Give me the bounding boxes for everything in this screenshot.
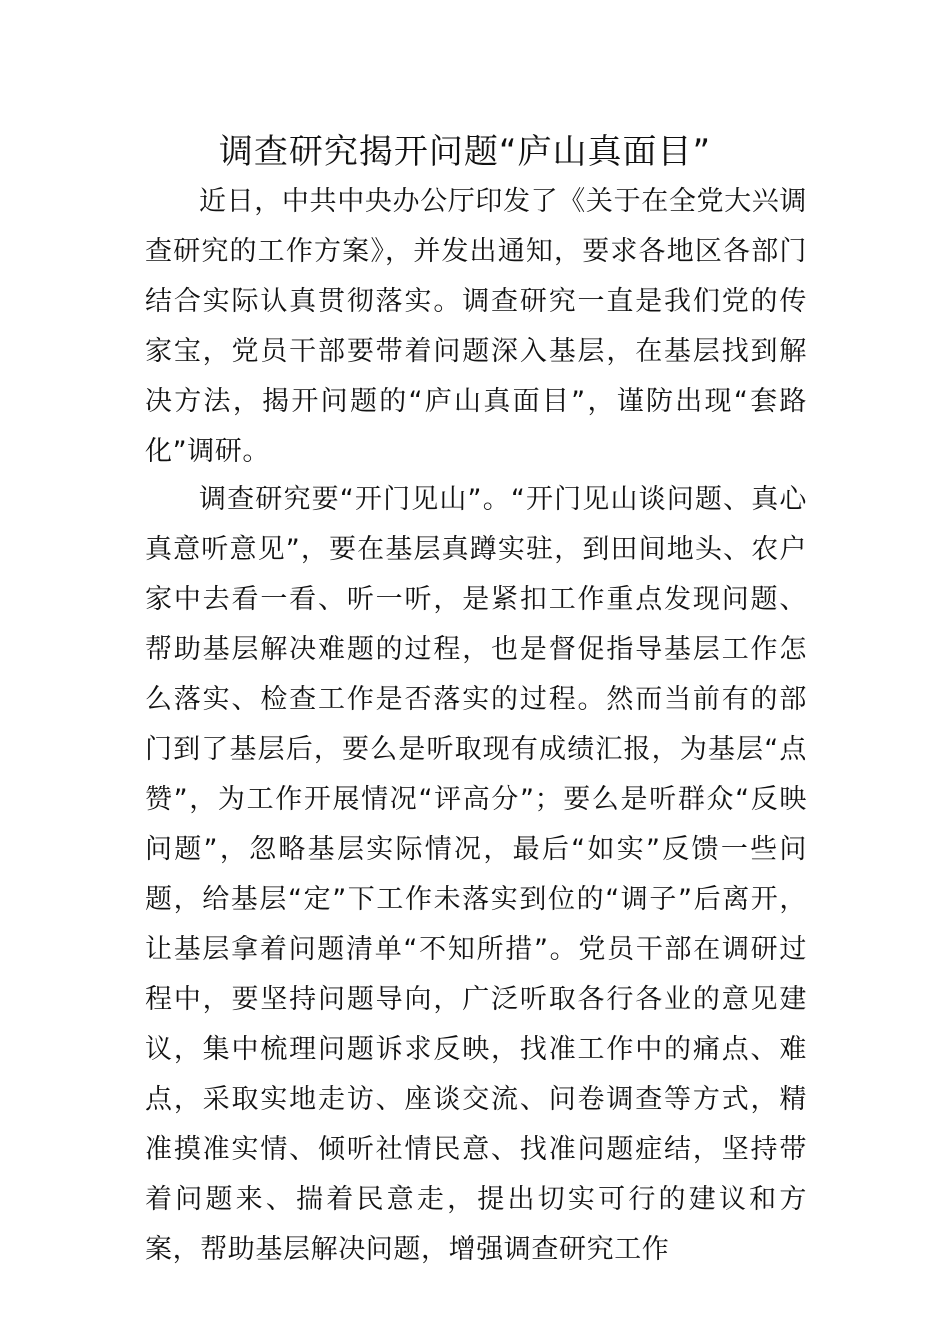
paragraph-2: 调查研究要“开门见山”。“开门见山谈问题、真心真意听意见”，要在基层真蹲实驻，到田间地头、农户家中去看一看、听一听，是紧扣工作重点发现问题、帮助基层解决难题的过程，也是督促指导基层工作怎么落实、检查工作是否落实的过程。然而当前有的部门到了基层后，要么是听取现有成绩汇报，为基层“点赞”，为工作开展情况“评高分”；要么是听群众“反映问题”，忽略基层实际情况，最后“如实”反馈一些问题，给基层“定”下工作未落实到位的“调子”后离开，让基层拿着问题清单“不知所措”。党员干部在调研过程中，要坚持问题导向，广泛听取各行各业的意见建议，集中梳理问题诉求反映，找准工作中的痛点、难点，采取实地走访、座谈交流、问卷调查等方式，精准摸准实情、倾听社情民意、找准问题症结，坚持带着问题来、揣着民意走，提出切实可行的建议和方案，帮助基层解决问题，增强调查研究工作 (145, 484, 807, 1265)
document-title: 调查研究揭开问题“庐山真面目” (218, 132, 712, 172)
paragraph-1: 近日，中共中央办公厅印发了《关于在全党大兴调查研究的工作方案》，并发出通知，要求各地区各部门结合实际认真贯彻落实。调查研究一直是我们党的传家宝，党员干部要带着问题深入基层，在基层找到解决方法，揭开问题的“庐山真面目”，谨防出现“套路化”调研。 (145, 186, 807, 467)
